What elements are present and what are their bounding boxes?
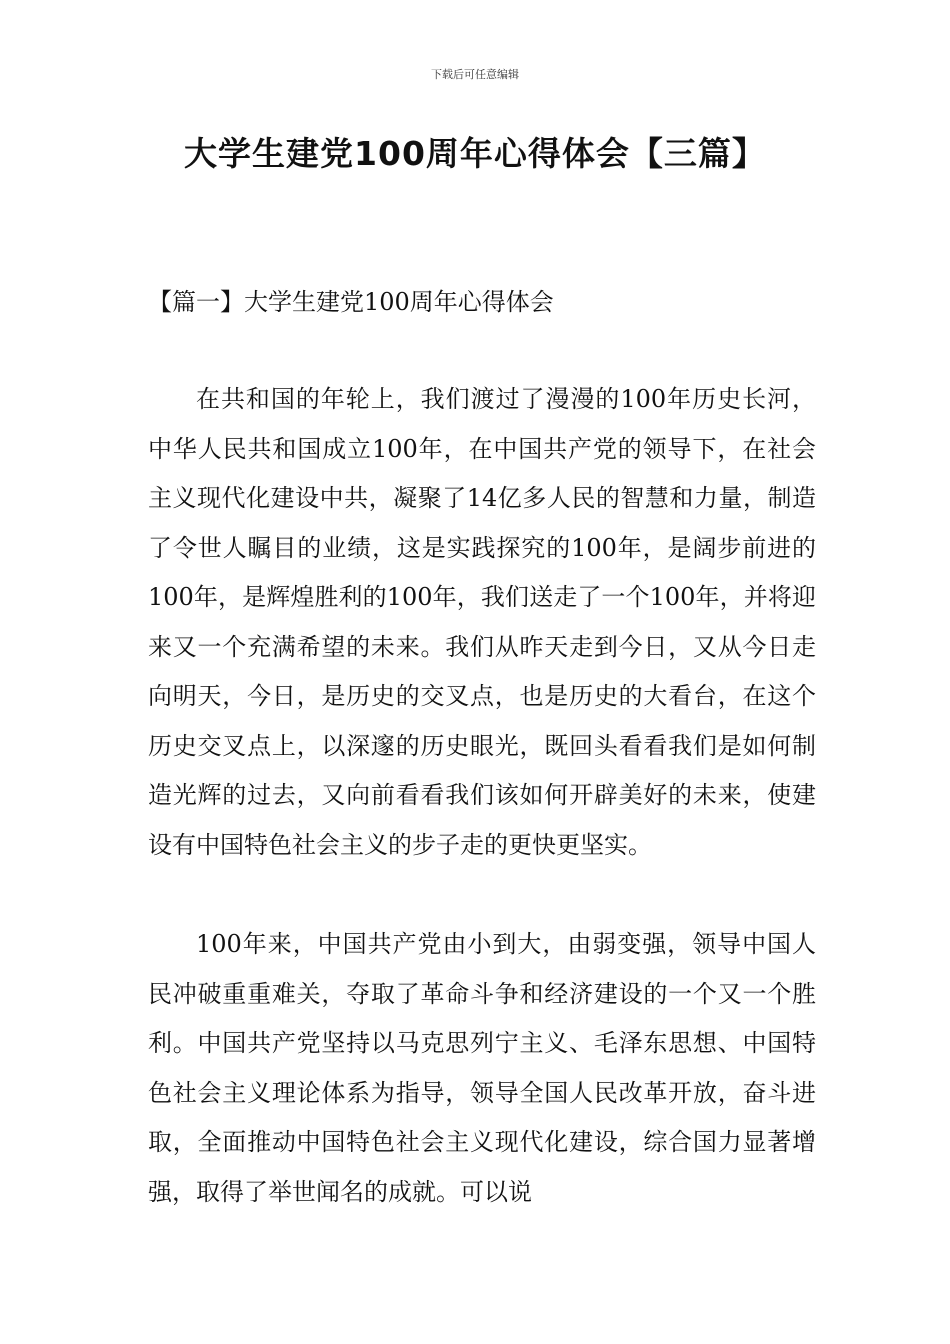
header-note: 下载后可任意编辑 <box>431 68 519 81</box>
paragraph-2: 100年来，中国共产党由小到大，由弱变强，领导中国人民冲破重重难关，夺取了革命斗争和经济建设的一个又一个胜利。中国共产党坚持以马克思列宁主义、毛泽东思想、中国特色社会主义理论体系为指导，领导全国人民改革开放，奋斗进取，全面推动中国特色社会主义现代化建设，综合国力显著增强，取得了举世闻名的成就。可以说 <box>148 930 816 1206</box>
document-title: 大学生建党100周年心得体会【三篇】 <box>184 134 766 173</box>
paragraph-1: 在共和国的年轮上，我们渡过了漫漫的100年历史长河，中华人民共和国成立100年，在中国共产党的领导下，在社会主义现代化建设中共，凝聚了14亿多人民的智慧和力量，制造了令世人瞩目的业绩，这是实践探究的100年，是阔步前进的100年，是辉煌胜利的100年，我们送走了一个100年，并将迎来又一个充满希望的未来。我们从昨天走到今日，又从今日走向明天，今日，是历史的交叉点，也是历史的大看台，在这个历史交叉点上，以深邃的历史眼光，既回头看看我们是如何制造光辉的过去，又向前看看我们该如何开辟美好的未来，使建设有中国特色社会主义的步子走的更快更坚实。 <box>148 385 816 859</box>
section-heading: 【篇一】大学生建党100周年心得体会 <box>148 288 554 316</box>
